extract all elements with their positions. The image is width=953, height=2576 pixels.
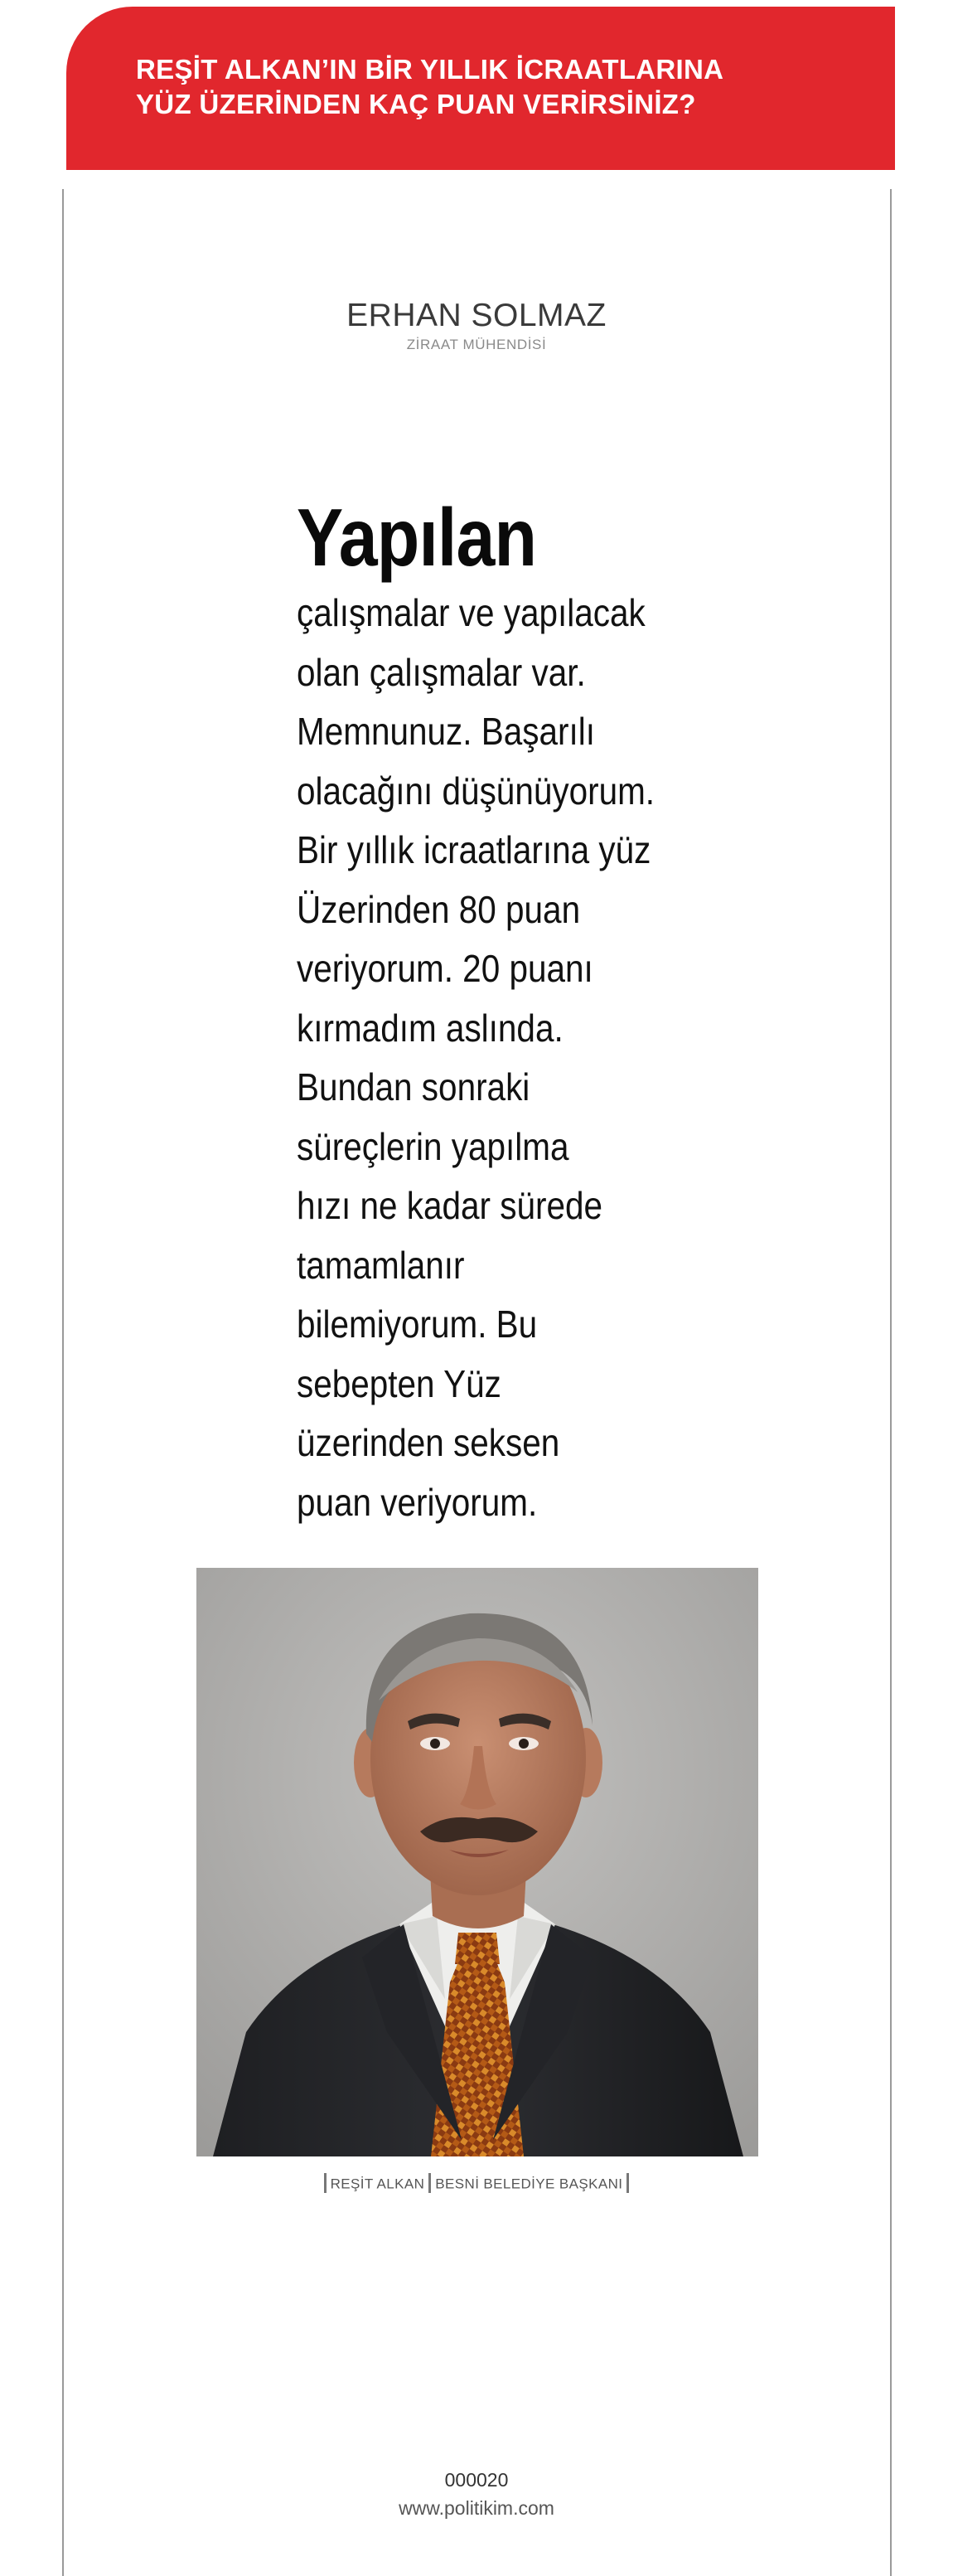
page-title bbox=[136, 52, 895, 122]
article-line: süreçlerin yapılma bbox=[297, 1124, 569, 1168]
article-line: Bundan sonraki bbox=[297, 1065, 530, 1109]
article-line: sebepten Yüz bbox=[297, 1361, 501, 1405]
author-block bbox=[0, 297, 953, 353]
caption-separator bbox=[428, 2173, 431, 2193]
article-text bbox=[297, 584, 728, 1532]
article-line: Bir yıllık icraatlarına yüz bbox=[297, 828, 651, 871]
article-line: Üzerinden 80 puan bbox=[297, 887, 581, 931]
author-name: ERHAN SOLMAZ bbox=[346, 298, 607, 333]
footer-url[interactable]: www.politikim.com bbox=[399, 2497, 554, 2519]
page-title-line-2: YÜZ ÜZERİNDEN KAÇ PUAN VERİRSİNİZ? bbox=[136, 89, 696, 119]
article-line: çalışmalar ve yapılacak bbox=[297, 591, 646, 634]
article-line: olacağını düşünüyorum. bbox=[297, 769, 655, 813]
article-line: puan veriyorum. bbox=[297, 1480, 538, 1524]
article-line: hızı ne kadar sürede bbox=[297, 1184, 603, 1227]
article-line: üzerinden seksen bbox=[297, 1421, 560, 1464]
caption-role: BESNİ BELEDİYE BAŞKANI bbox=[435, 2176, 623, 2192]
article-line: olan çalışmalar var. bbox=[297, 650, 586, 694]
article-body bbox=[297, 491, 728, 1532]
author-title: ZİRAAT MÜHENDİSİ bbox=[406, 337, 547, 352]
portrait-illustration bbox=[196, 1568, 758, 2156]
page-footer bbox=[0, 2466, 953, 2522]
article-line: Memnunuz. Başarılı bbox=[297, 710, 595, 753]
caption-separator bbox=[324, 2173, 327, 2193]
article-lead-word: Yapılan bbox=[297, 492, 537, 583]
portrait-photo bbox=[196, 1568, 758, 2156]
frame-left-rule bbox=[62, 189, 64, 2576]
caption-name: REŞİT ALKAN bbox=[330, 2176, 425, 2192]
article-line: veriyorum. 20 puanı bbox=[297, 947, 593, 990]
photo-caption bbox=[0, 2175, 953, 2195]
article-line: bilemiyorum. Bu bbox=[297, 1303, 538, 1346]
caption-separator bbox=[626, 2173, 629, 2193]
page-title-line-1: REŞİT ALKAN’IN BİR YILLIK İCRAATLARINA bbox=[136, 54, 724, 85]
article-line: kırmadım aslında. bbox=[297, 1006, 564, 1050]
header-banner bbox=[66, 7, 895, 170]
frame-right-rule bbox=[890, 189, 892, 2576]
article-line: tamamlanır bbox=[297, 1243, 465, 1287]
page-number: 000020 bbox=[444, 2469, 509, 2491]
